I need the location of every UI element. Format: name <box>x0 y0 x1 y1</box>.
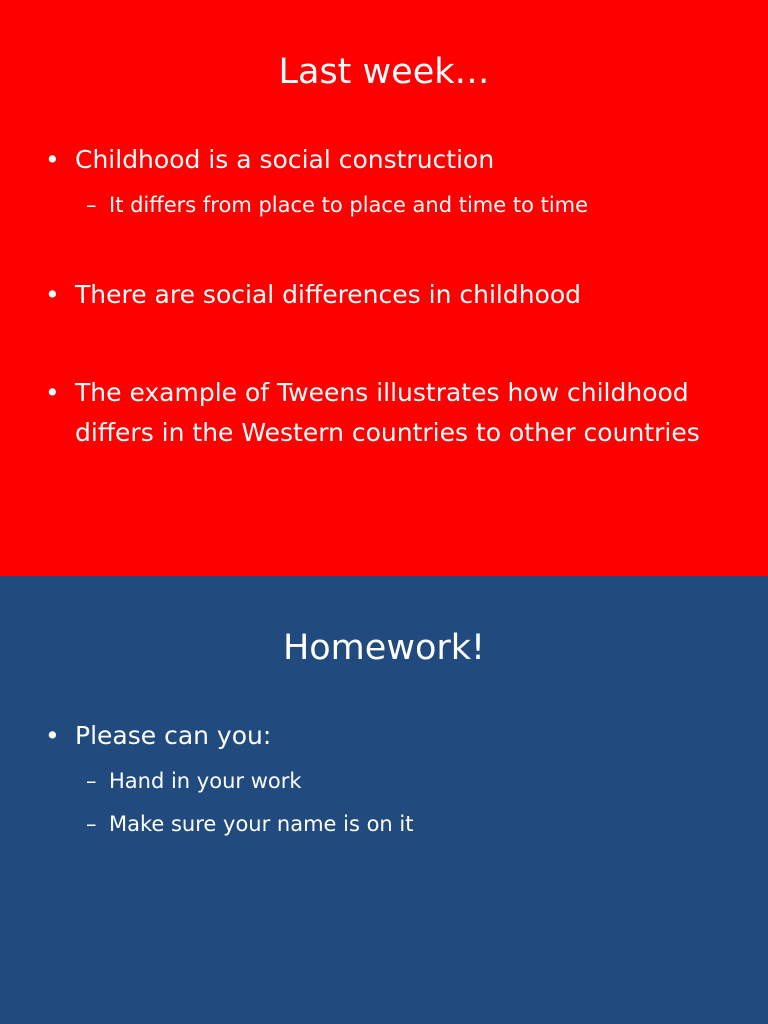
bullet-item <box>45 373 725 453</box>
bullet-item <box>45 716 725 756</box>
dash-marker: – <box>86 769 97 793</box>
bullet-marker: • <box>45 145 60 174</box>
dash-marker: – <box>86 193 97 217</box>
dash-marker: – <box>86 812 97 836</box>
bullet-text: There are social differences in childhood <box>75 280 582 309</box>
bullet-item <box>45 275 725 315</box>
sub-bullet-item <box>86 809 726 839</box>
bullet-marker: • <box>45 280 60 309</box>
bullet-item <box>45 140 725 180</box>
bullet-marker: • <box>45 378 60 407</box>
slide-title: Last week… <box>278 52 490 92</box>
sub-bullet-text: Hand in your work <box>109 769 302 793</box>
slide-homework <box>0 576 768 1024</box>
bullet-text: Please can you: <box>75 721 272 750</box>
bullet-text: Childhood is a social construction <box>75 145 495 174</box>
sub-bullet-item <box>86 190 726 220</box>
slide-title: Homework! <box>282 628 486 668</box>
sub-bullet-text: It differs from place to place and time to time <box>109 193 589 217</box>
bullet-marker: • <box>45 721 60 750</box>
sub-bullet-text: Make sure your name is on it <box>109 812 414 836</box>
sub-bullet-item <box>86 766 726 796</box>
bullet-text: The example of Tweens illustrates how childhood differs in the Western countries to other countries <box>75 378 700 447</box>
